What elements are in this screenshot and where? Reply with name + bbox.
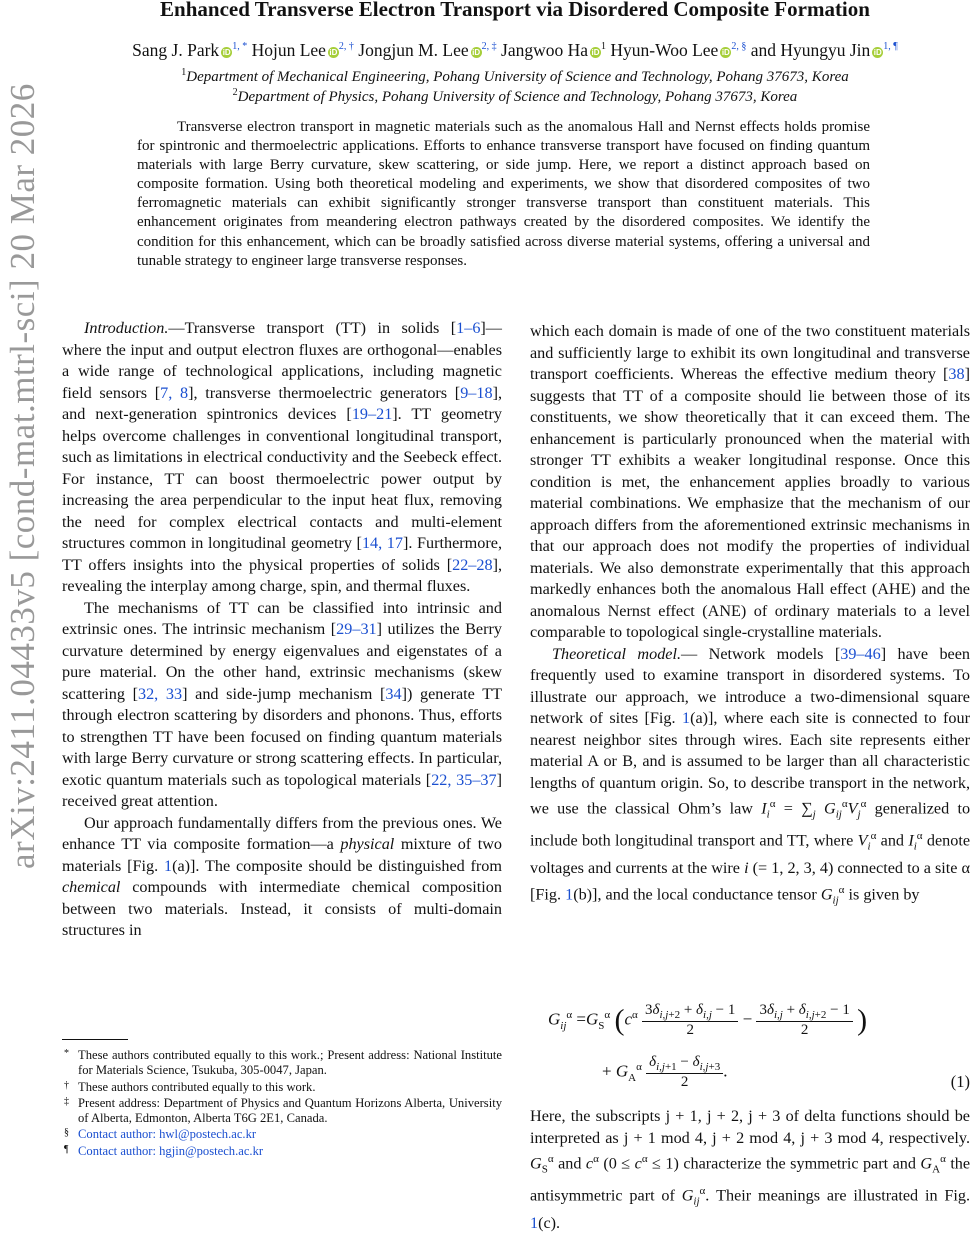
affiliation-2 (60, 87, 970, 106)
approach-paragraph: Our approach fundamentally differs from the previous ones. We enhance TT via composite formation—a physical mixture of two materials [Fig. 1(a)]. The composite should be distinguished from chemical compounds with intermediate chemical composition between two materials. Instead, it consists of multi-domain structures in (62, 813, 502, 939)
affiliation-1 (60, 67, 970, 86)
affiliation-text: Department of Mechanical Engineering, Pohang University of Science and Technology, Pohang 37673, Korea (186, 69, 849, 85)
section-lead: Introduction. (84, 319, 169, 337)
footnote: † These authors contributed equally to this work. (64, 1079, 316, 1094)
author-affil-mark[interactable]: 1, ¶ (883, 41, 898, 52)
author-name: Jongjun M. Lee (358, 40, 469, 60)
orcid-icon[interactable]: iD (591, 48, 600, 57)
author-name: Hojun Lee (251, 40, 326, 60)
citation-link[interactable]: 32, 33 (137, 684, 183, 703)
author-name: Hyungyu Jin (780, 40, 871, 60)
author-connector: and (750, 40, 776, 60)
author-name: Hyun-Woo Lee (610, 40, 719, 60)
footnotes (62, 1048, 502, 1160)
model-paragraph: Theoretical model.— Network models [39–46] have been frequently used to examine transport in disordered systems. To illustrate our approach, we introduce a two-dimensional square network of sites [Fig. 1(a)], where each site is connected to four nearest neighbor sites through wires. Each site represents either material A or B, and is assumed to be larger than all characteristic lengths of quantum origin. So, to describe transport in the network, we use the classical Ohm’s law $I_i^\alpha = \sum_j$ $G_{ij}^\alpha V_j^\alpha$ generalized to include both longitudinal transport and TT, where $V_i^\alpha$ and $I_i^\alpha$ denote voltages and currents at the wire i (= 1, 2, 3, 4) connected to a site α [Fig. 1(b)], and the local conductance tensor $G_{ij}^\alpha$ is given by (530, 644, 970, 907)
citation-link[interactable]: 22, 35–37 (431, 770, 497, 789)
section-lead: Theoretical model. (552, 644, 682, 663)
figure-link[interactable]: 1 (163, 856, 173, 875)
author-affil-mark[interactable]: 2, ‡ (481, 41, 497, 52)
footnote-contact[interactable]: ¶ Contact author: hgjin@postech.ac.kr (64, 1143, 264, 1158)
citation-link[interactable]: 38 (948, 365, 965, 383)
author-list (60, 40, 970, 61)
author-name: Sang J. Park (132, 40, 220, 60)
citation-link[interactable]: 9–18 (460, 383, 493, 402)
mechanisms-paragraph: The mechanisms of TT can be classified into intrinsic and extrinsic ones. The intrinsic mechanism [29–31] utilizes the Berry curvature determined by energy eigenvalues and eigenstates of a pure material. On the other hand, extrinsic mechanisms (skew scattering [32, 33] and side-jump mechanism [34]) generate TT through electron scattering by disorders and phonons. Thus, efforts to strengthen TT have been focused on finding quantum materials with large Berry curvature or strong scattering effects. In particular, exotic quantum materials such as topological materials [22, 35–37] received great attention. (62, 598, 503, 810)
citation-link[interactable]: 1–6 (456, 319, 481, 337)
citation-link[interactable]: 34 (385, 684, 402, 703)
citation-link[interactable]: 39–46 (840, 644, 881, 663)
citation-link[interactable]: 29–31 (336, 620, 377, 638)
orcid-icon[interactable]: iD (721, 48, 730, 57)
arxiv-sidebar-stamp: arXiv:2411.04433v5 [cond-mat.mtrl-sci] 20 Mar 2026 (3, 83, 42, 869)
left-column (62, 318, 502, 942)
citation-link[interactable]: 7, 8 (160, 383, 189, 402)
equation-1: $G_{ij}^\alpha =G_S^\alpha$ ($c^\alpha$ $\frac{3\delta_{i,j+2} + \delta_{i,j} - 1}{2}$ − $\frac{3\delta_{i,j} + \delta_{i,j+2} - 1}{2}$ ) + $G_A^\alpha$ $\frac{\delta_{i,j+1} - \delta_{i,j+3}}{2}$ . (1) (548, 1002, 970, 1091)
figure-link[interactable]: 1 (681, 709, 691, 727)
footnote-rule (62, 1039, 128, 1040)
author-affil-mark: 1 (601, 41, 607, 52)
right-column (530, 321, 970, 912)
figure-link[interactable]: 1 (565, 885, 574, 904)
author-name: Jangwoo Ha (501, 40, 589, 60)
footnote: ‡ Present address: Department of Physics and Quantum Horizons Alberta, University of Alberta, Edmonton, Alberta T6G 2E1, Canada. (64, 1095, 502, 1126)
orcid-icon[interactable]: iD (222, 48, 231, 57)
paper-title: Enhanced Transverse Electron Transport via Disordered Composite Formation (160, 0, 870, 21)
orcid-icon[interactable]: iD (873, 48, 882, 57)
author-affil-mark[interactable]: 2, § (731, 41, 747, 52)
orcid-icon[interactable]: iD (472, 48, 481, 57)
equation-number: (1) (950, 1072, 970, 1091)
citation-link[interactable]: 22–28 (452, 555, 493, 574)
affiliation-number: 1 (181, 67, 187, 78)
figure-link[interactable]: 1 (530, 1214, 539, 1233)
orcid-icon[interactable]: iD (329, 48, 338, 57)
abstract: Transverse electron transport in magnetic materials such as the anomalous Hall and Nernst effects holds promise for spintronic and thermoelectric applications. Efforts to enhance transverse transport have focused on finding quantum materials with large Berry curvature, skew scattering, or side jump. Here, we report a distinct approach based on composite formation. Using both theoretical modeling and experiments, we show that disordered composites of two ferromagnetic materials can exhibit significantly stronger transverse transport than constituent materials. This enhancement originates from meandering electron pathways created by the disordered composites. We identify the condition for this enhancement, which can be broadly satisfied across diverse material systems, offering a universal and tunable strategy to engineer large transverse responses. (137, 119, 870, 269)
affiliation-number: 2 (232, 87, 238, 98)
affiliation-text: Department of Physics, Pohang University of Science and Technology, Pohang 37673, Korea (237, 89, 798, 105)
equation-explanation: Here, the subscripts j + 1, j + 2, j + 3 of delta functions should be interpreted as j + 1 mod 4, j + 2 mod 4, j + 3 mod 4, respectively. $G_S^\alpha$ and $c^\alpha$ $(0 \le c^\alpha \le 1)$ characterize the symmetric part and $G_A^\alpha$ the antisymmetric part of $G_{ij}^\alpha$. Their meanings are illustrated in Fig. 1(c). (530, 1107, 970, 1233)
citation-link[interactable]: 19–21 (351, 405, 393, 423)
author-affil-mark[interactable]: 2, † (338, 41, 354, 52)
intro-paragraph: Introduction.—Transverse transport (TT) in solids [1–6]—where the input and output electron fluxes are orthogonal—enables a wide range of technological applications, including magnetic field sensors [7, 8], transverse thermoelectric generators [9–18], and next-generation spintronics devices [19–21]. TT geometry helps overcome challenges in conventional longitudinal transport, such as limitations in electrical conductivity and the Seebeck effect. For instance, TT can boost thermoelectric power output by increasing the area perpendicular to the input heat flux, removing the need for complex electrical contacts and multi-element structures common in longitudinal geometry [14, 17]. Furthermore, TT offers insights into the physical properties of solids [22–28], revealing the interplay among charge, spin, and thermal fluxes. (62, 319, 503, 595)
citation-link[interactable]: 14, 17 (361, 534, 403, 552)
domain-paragraph: which each domain is made of one of the two constituent materials and sufficiently large to exhibit its own longitudinal and transverse transport coefficients. Whereas the effective medium theory [38] suggests that TT of a composite should lie between those of its constituents, we show theoretically that it can exceed them. The enhancement is particularly pronounced when the material with stronger TT exhibits a weaker longitudinal response. Once this condition is met, the enhancement applies broadly to various material combinations. We emphasize that the mechanism of our approach differs from the aforementioned extrinsic mechanisms in that our approach does not modify the properties of individual materials. We also demonstrate experimentally that this approach markedly enhances both the anomalous Hall effect (AHE) and the anomalous Nernst effect (ANE) of ordinary materials to a level comparable to topological single-crystalline materials. (530, 322, 970, 641)
author-affil-mark[interactable]: 1, * (232, 41, 248, 52)
footnote: * These authors contributed equally to this work.; Present address: National Institute for Materials Science, Tsukuba, 305-0047, Japan. (64, 1048, 502, 1078)
footnote-contact[interactable]: § Contact author: hwl@postech.ac.kr (64, 1127, 257, 1142)
